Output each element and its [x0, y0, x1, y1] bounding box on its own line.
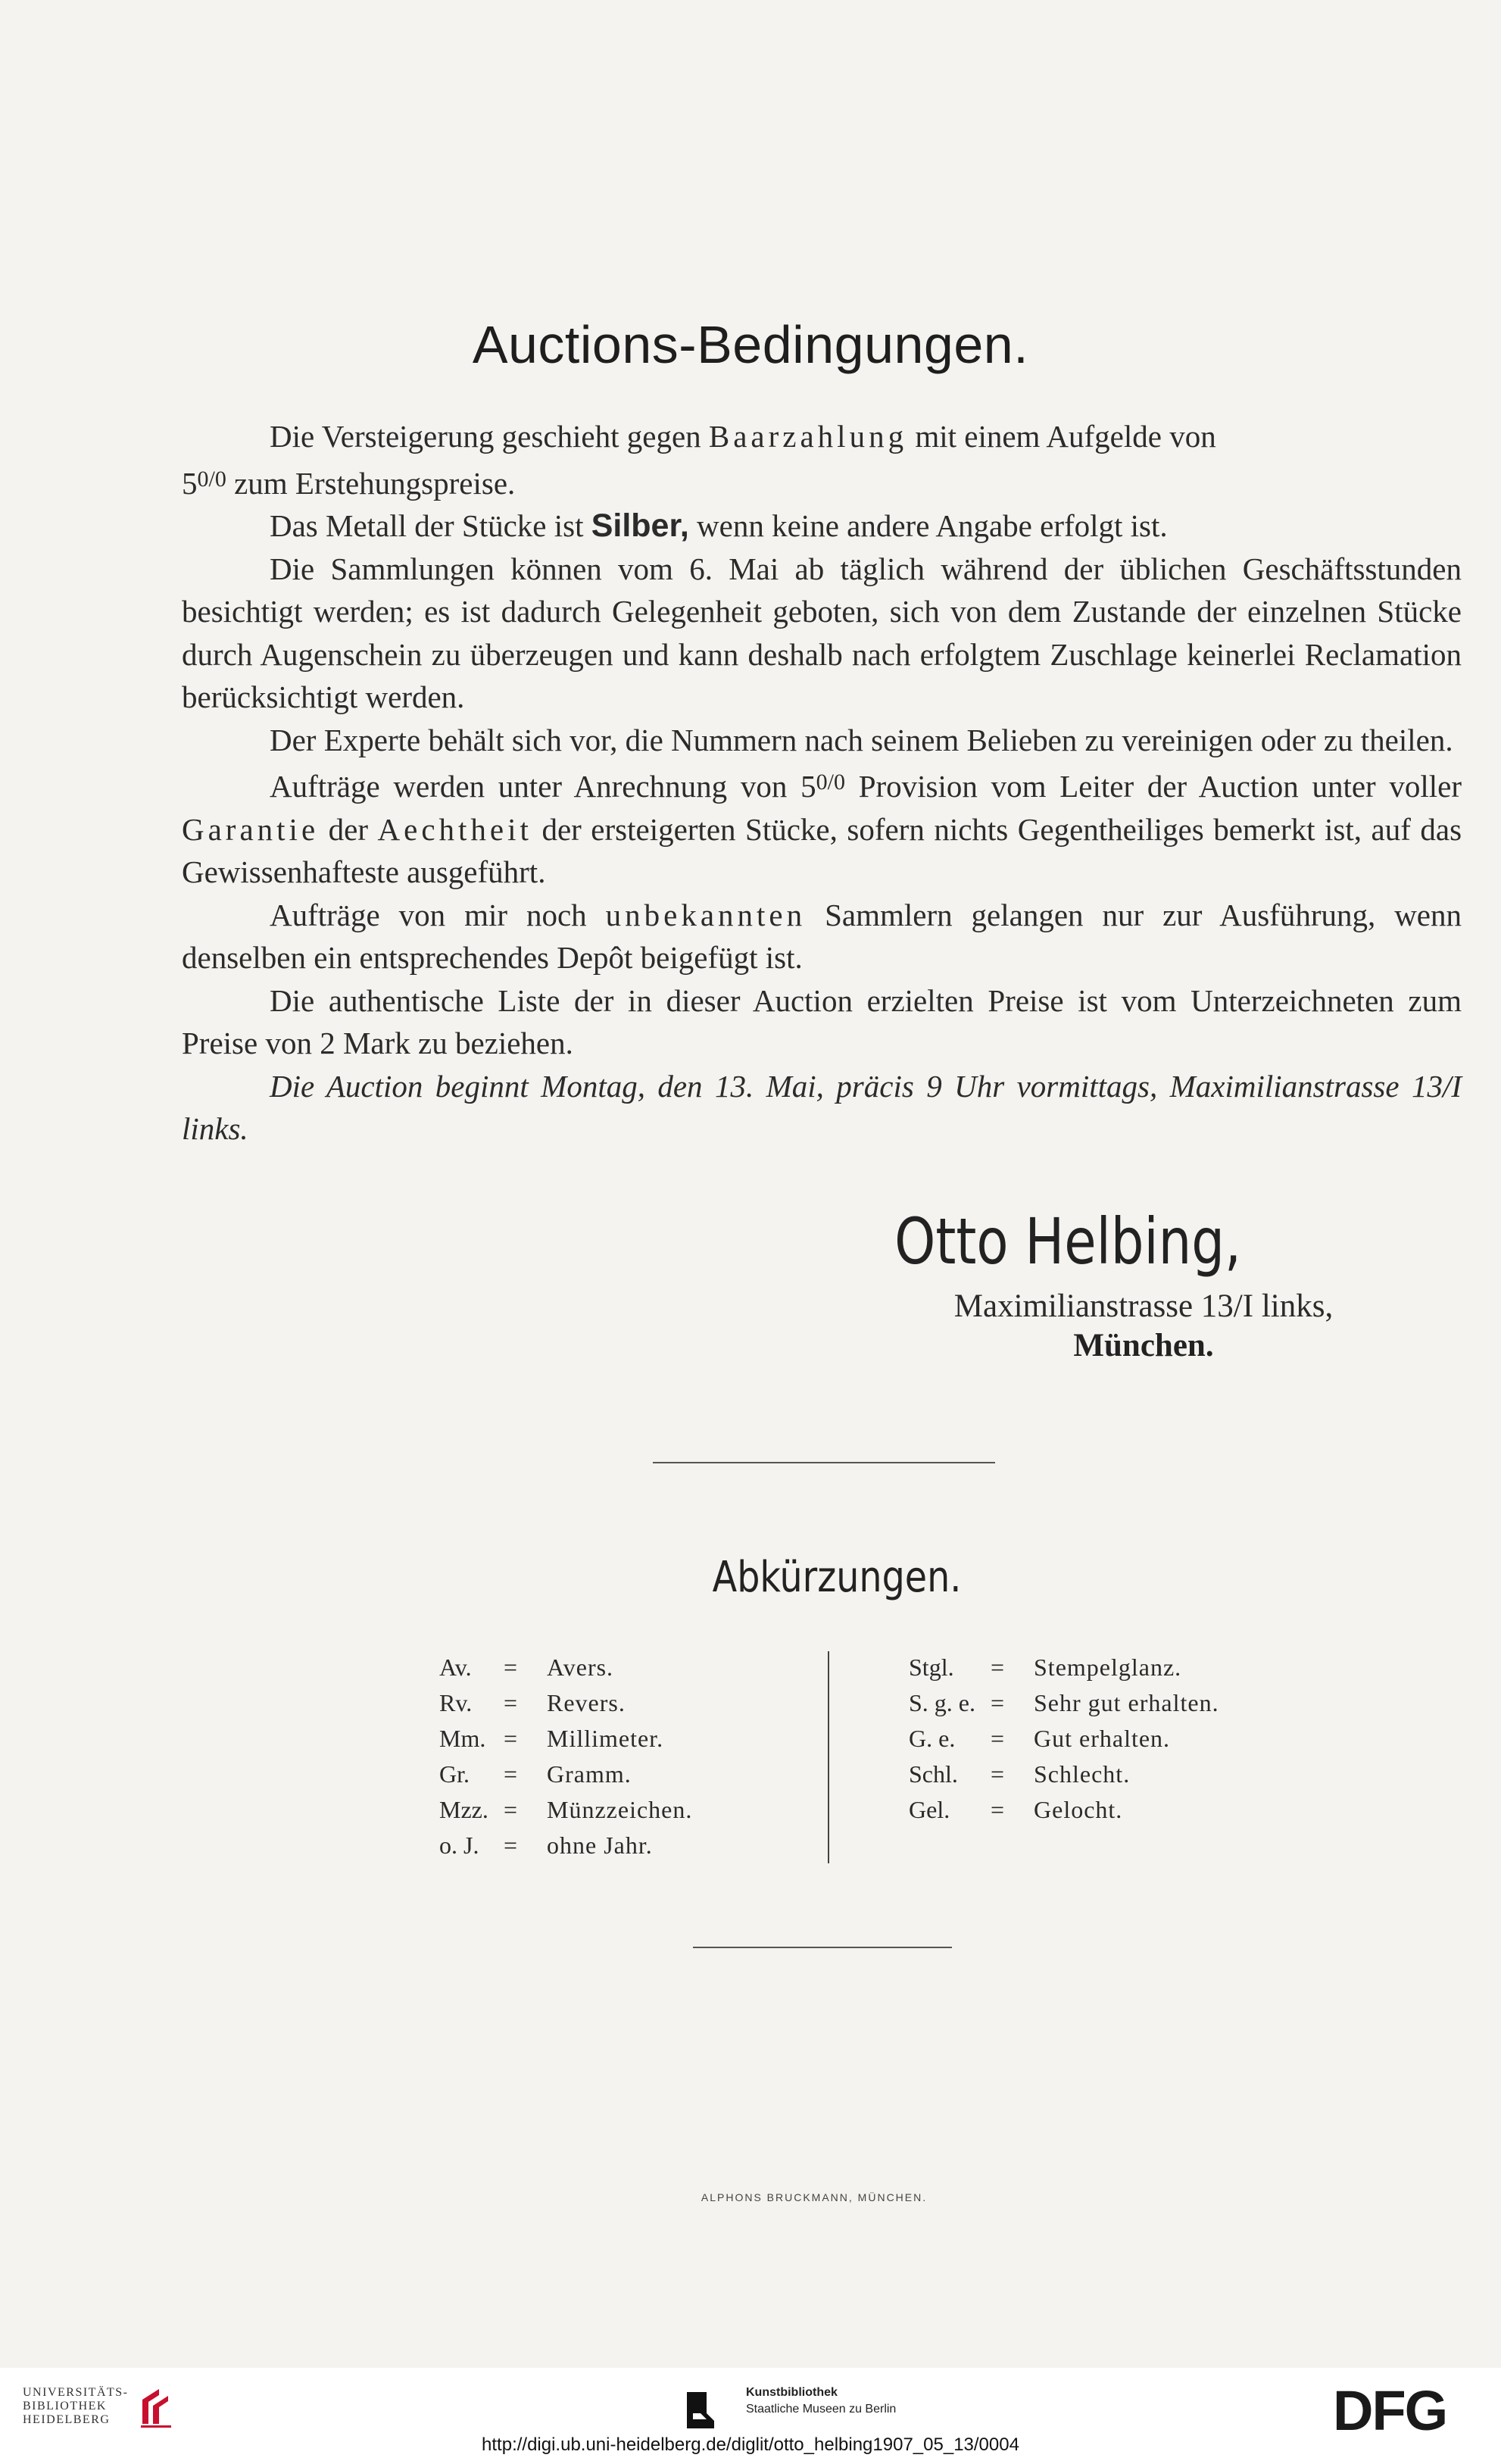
signature-address: Maximilianstrasse 13/I links, — [953, 1288, 1334, 1324]
digitization-footer — [0, 2368, 1501, 2464]
conditions-text — [182, 415, 1462, 1151]
divider-rule — [693, 1947, 952, 1948]
paragraph-payment: Die Versteigerung geschieht gegen Baarzahlung mit einem Aufgelde von $5^{0/0}$ zum Erstehungspreise. — [182, 419, 1216, 501]
abbreviations-left-column — [439, 1650, 803, 1863]
paragraph-auction-start: Die Auction beginnt Montag, den 13. Mai, präcis 9 Uhr vormittags, Maximilianstrasse 13/I links. — [182, 1068, 1462, 1146]
dfg-logo: DFG — [1333, 2379, 1447, 2442]
kunstbibliothek-wordmark: Kunstbibliothek Staatliche Museen zu Berlin — [746, 2386, 897, 2416]
abbreviation-row: G. e. = Gut erhalten. — [909, 1725, 1171, 1752]
paragraph-viewing: Die Sammlungen können vom 6. Mai ab täglich während der üblichen Geschäftsstunden besichtigt werden; es ist dadurch Gelegenheit geboten, sich von dem Zustande der einzelnen Stücke durch Augenschein zu überzeugen und kann deshalb nach erfolgtem Zuschlage keinerlei Reclamation berücksichtigt werden. — [182, 551, 1462, 714]
abbreviation-row: Stgl. = Stempelglanz. — [909, 1654, 1182, 1681]
abbreviation-row: Gel. = Gelocht. — [909, 1796, 1123, 1823]
abbreviation-row: Mzz. = Münzzeichen. — [439, 1796, 693, 1823]
kunstbibliothek-logo-icon — [685, 2391, 716, 2430]
paragraph-price-list: Die authentische Liste der in dieser Auction erzielten Preise ist vom Unterzeichneten zum Preise von 2 Mark zu beziehen. — [182, 982, 1462, 1060]
page-title: Auctions-Bedingungen. — [472, 315, 1029, 374]
paragraph-commissions: Aufträge werden unter Anrechnung von $5^{0/0}$ Provision vom Leiter der Auction unter voller Garantie der Aechtheit der ersteigerten Stücke, sofern nichts Gegentheiliges bemerkt ist, auf das Gewissenhafteste ausgeführt. — [182, 769, 1462, 889]
abbreviations-right-column — [909, 1650, 1333, 1828]
silver-emphasis: Silber, — [591, 507, 689, 544]
university-library-logo-icon — [136, 2384, 179, 2430]
university-library-wordmark: UNIVERSITÄTS- BIBLIOTHEK HEIDELBERG — [23, 2386, 129, 2426]
abbreviation-row: Gr. = Gramm. — [439, 1760, 632, 1788]
abbreviation-row: o. J. = ohne Jahr. — [439, 1832, 653, 1859]
abbreviation-row: S. g. e. = Sehr gut erhalten. — [909, 1689, 1219, 1716]
paragraph-metal: Das Metall der Stücke ist Silber, wenn keine andere Angabe erfolgt ist. — [270, 507, 1168, 544]
abbreviations-title: Abkürzungen. — [712, 1553, 962, 1602]
signature-name: Otto Helbing, — [894, 1204, 1241, 1279]
printer-imprint: ALPHONS BRUCKMANN, MÜNCHEN. — [701, 2191, 928, 2203]
abbreviation-row: Rv. = Revers. — [439, 1689, 626, 1716]
permalink-url[interactable]: http://digi.ub.uni-heidelberg.de/diglit/otto_helbing1907_05_13/0004 — [482, 2434, 1019, 2455]
divider-rule — [653, 1462, 995, 1463]
abbreviation-row: Mm. = Millimeter. — [439, 1725, 664, 1752]
signature-city: München. — [1073, 1328, 1214, 1363]
paragraph-unknown-collectors: Aufträge von mir noch unbekannten Sammlern gelangen nur zur Ausführung, wenn denselben ein entsprechendes Depôt beigefügt ist. — [182, 897, 1462, 975]
abbreviation-row: Av. = Avers. — [439, 1654, 614, 1681]
abbreviation-row: Schl. = Schlecht. — [909, 1760, 1131, 1788]
abbreviations-column-separator — [828, 1651, 829, 1863]
paragraph-expert: Der Experte behält sich vor, die Nummern nach seinem Belieben zu vereinigen oder zu theilen. — [270, 722, 1453, 757]
